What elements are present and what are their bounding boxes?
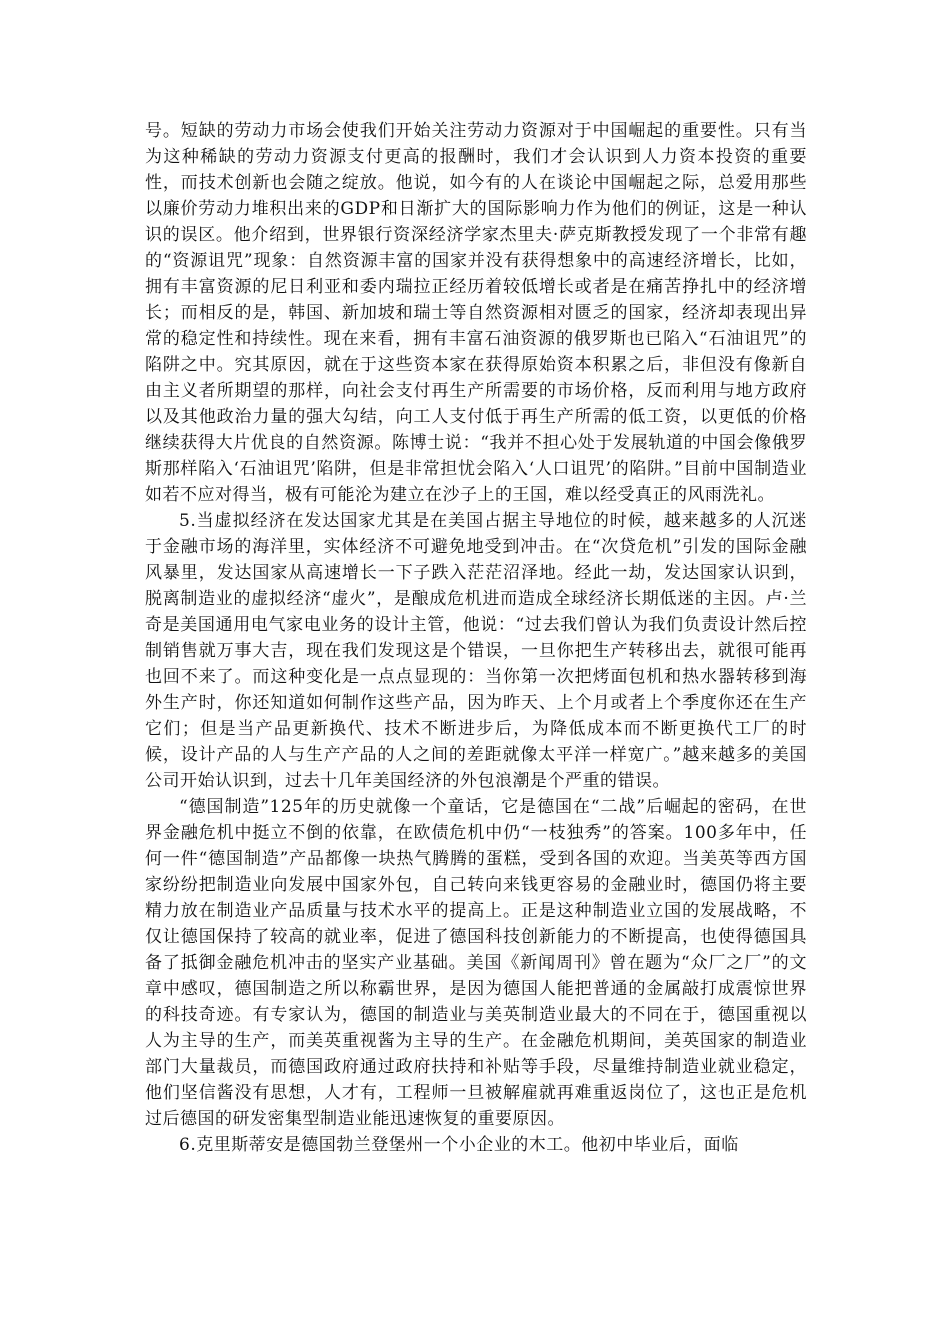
paragraph-made-in-germany: “德国制造”125年的历史就像一个童话，它是德国在“二战”后崛起的密码，在世界金融危机中挺立不倒的依靠，在欧债危机中仍“一枝独秀”的答案。100多年中，任何一件“德国制造”产品都像一块热气腾腾的蛋糕，受到各国的欢迎。当美英等西方国家纷纷把制造业向发展中国家外包，自己转向来钱更容易的金融业时，德国仍将主要精力放在制造业产品质量与技术水平的提高上。正是这种制造业立国的发展战略，不仅让德国保持了较高的就业率，促进了德国科技创新能力的不断提高，也使得德国具备了抵御金融危机冲击的坚实产业基础。美国《新闻周刊》曾在题为“众厂之厂”的文章中感叹，德国制造之所以称霸世界，是因为德国人能把普通的金属敲打成震惊世界的科技奇迹。有专家认为，德国的制造业与美英制造业最大的不同在于，德国重视以人为主导的生产，而美英重视酱为主导的生产。在金融危机期间，美英国家的制造业部门大量裁员，而德国政府通过政府扶持和补贴等手段，尽量维持制造业就业稳定，他们坚信酱没有思想，人才有，工程师一旦被解雇就再难重返岗位了，这也正是危机过后德国的研发密集型制造业能迅速恢复的重要原因。 (145, 797, 807, 1129)
paragraph-6: 6.克里斯蒂安是德国勃兰登堡州一个小企业的木工。他初中毕业后，面临 (179, 1135, 739, 1155)
paragraph-5: 5.当虚拟经济在发达国家尤其是在美国占据主导地位的时候，越来越多的人沉迷于金融市场的海洋里，实体经济不可避免地受到冲击。在“次贷危机”引发的国际金融风暴里，发达国家从高速增长一下子跌入茫茫沼泽地。经此一劫，发达国家认识到，脱离制造业的虚拟经济“虚火”，是酿成危机进而造成全球经济长期低迷的主因。卢·兰奇是美国通用电气家电业务的设计主管，他说：“过去我们曾认为我们负责设计然后控制销售就万事大吉，现在我们发现这是个错误，一旦你把生产转移出去，就很可能再也回不来了。而这种变化是一点点显现的：当你第一次把烤面包机和热水器转移到海外生产时，你还知道如何制作这些产品，因为昨天、上个月或者上个季度你还在生产它们；但是当产品更新换代、技术不断进步后，为降低成本而不断更换代工厂的时候，设计产品的人与生产产品的人之间的差距就像太平洋一样宽广。”越来越多的美国公司开始认识到，过去十几年美国经济的外包浪潮是个严重的错误。 (145, 511, 807, 791)
paragraph-continued: 号。短缺的劳动力市场会使我们开始关注劳动力资源对于中国崛起的重要性。只有当为这种稀缺的劳动力资源支付更高的报酬时，我们才会认识到人力资本投资的重要性，而技术创新也会随之绽放。他说，如今有的人在谈论中国崛起之际，总爱用那些以廉价劳动力堆积出来的GDP和日渐扩大的国际影响力作为他们的例证，这是一种认识的误区。他介绍到，世界银行资深经济学家杰里夫·萨克斯教授发现了一个非常有趣的“资源诅咒”现象：自然资源丰富的国家并没有获得想象中的高速经济增长，比如，拥有丰富资源的尼日利亚和委内瑞拉正经历着较低增长或者是在痛苦挣扎中的经济增长；而相反的是，韩国、新加坡和瑞士等自然资源相对匮乏的国家，经济却表现出异常的稳定性和持续性。现在来看，拥有丰富石油资源的俄罗斯也已陷入“石油诅咒”的陷阱之中。究其原因，就在于这些资本家在获得原始资本积累之后，非但没有像新自由主义者所期望的那样，向社会支付再生产所需要的市场价格，反而利用与地方政府以及其他政治力量的强大勾结，向工人支付低于再生产所需的低工资，以更低的价格继续获得大片优良的自然资源。陈博士说：“我并不担心处于发展轨道的中国会像俄罗斯那样陷入‘石油诅咒’陷阱，但是非常担忧会陷入‘人口诅咒’的陷阱。”目前中国制造业如若不应对得当，极有可能沦为建立在沙子上的王国，难以经受真正的风雨洗礼。 (145, 121, 807, 505)
document-page (145, 118, 807, 1158)
